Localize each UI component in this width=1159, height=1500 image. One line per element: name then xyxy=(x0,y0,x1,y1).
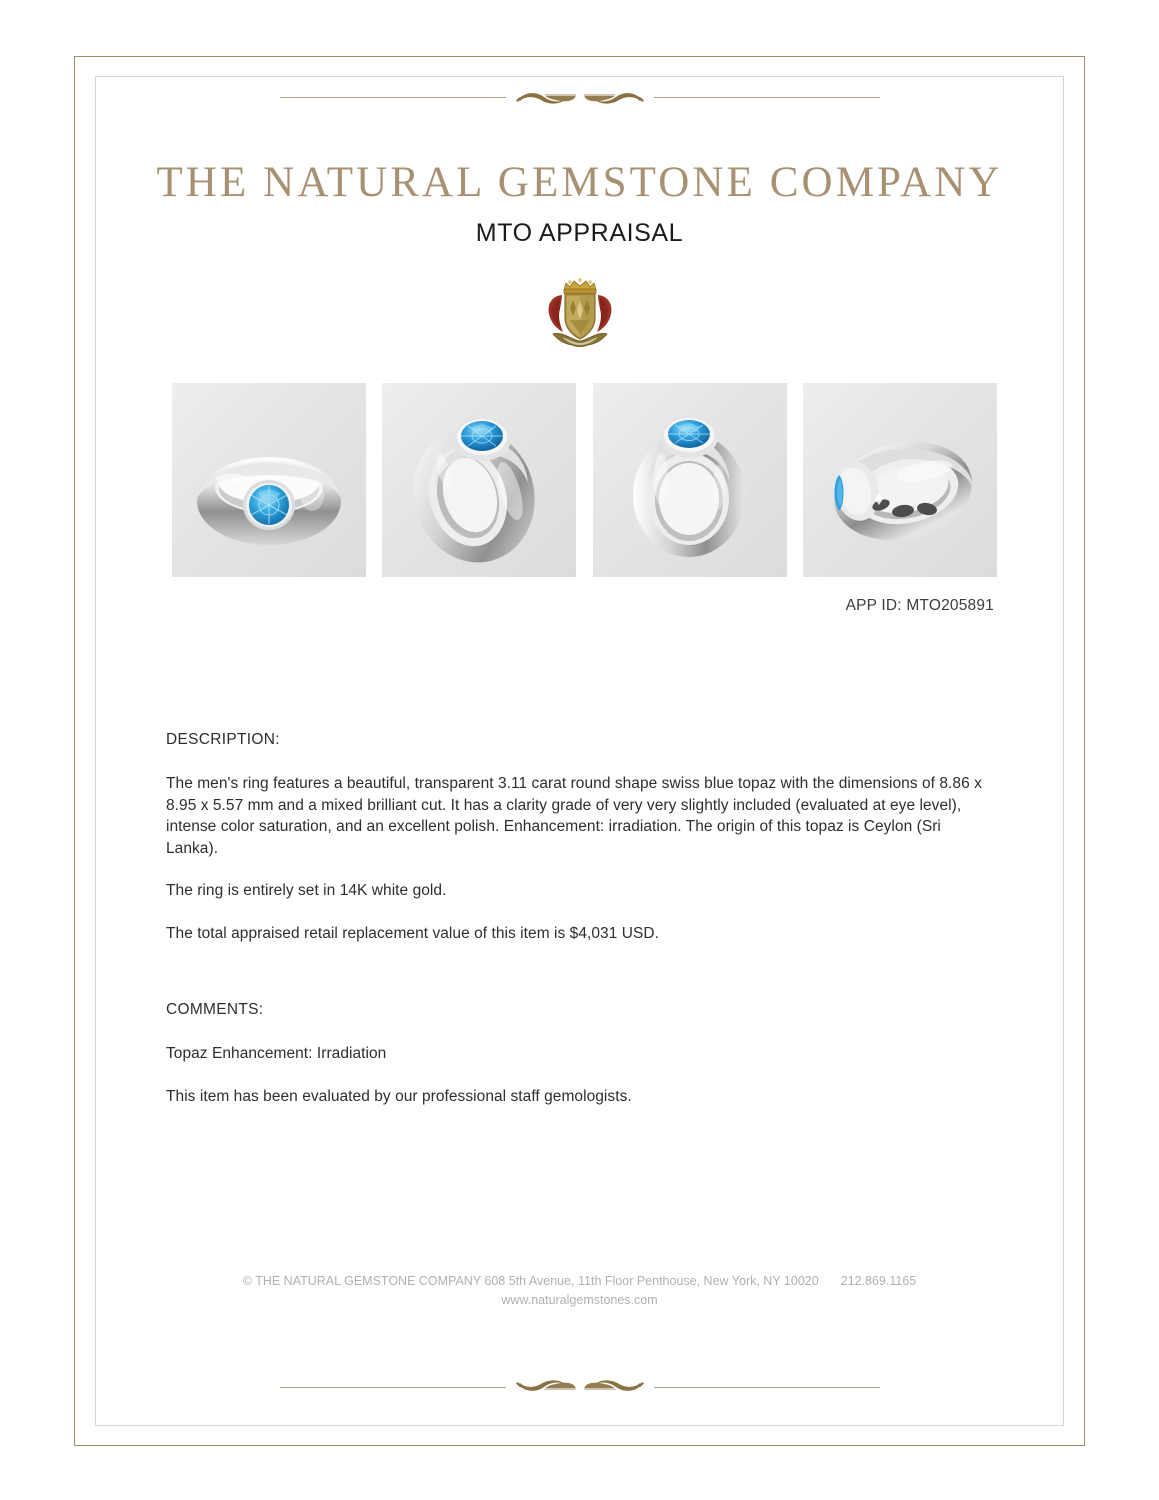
ring-photo-angled-view xyxy=(382,383,576,577)
ornament-rule-right-bottom xyxy=(654,1387,880,1388)
ornament-rule-right xyxy=(654,97,880,98)
appraisal-content xyxy=(166,731,994,1107)
footer-website: www.naturalgemstones.com xyxy=(501,1293,658,1307)
footer-address-line xyxy=(0,1272,1159,1291)
document-subtitle: MTO APPRAISAL xyxy=(475,219,684,247)
ring-photo-top-view xyxy=(172,383,366,577)
description-paragraph-2: The ring is entirely set in 14K white gold. xyxy=(166,882,447,899)
comments-paragraph-2: This item has been evaluated by our professional staff gemologists. xyxy=(166,1087,632,1105)
ornament-top xyxy=(280,84,880,110)
ring-photo-front-view xyxy=(593,383,787,577)
ring-photo-rear-view xyxy=(803,383,997,577)
ornament-bottom xyxy=(280,1374,880,1400)
company-title: THE NATURAL GEMSTONE COMPANY xyxy=(156,159,1003,206)
description-paragraph-3: The total appraised retail replacement value of this item is $4,031 USD. xyxy=(166,924,659,942)
page-footer xyxy=(0,1272,1159,1310)
ornament-rule-left-bottom xyxy=(280,1387,506,1388)
heraldic-crest-icon xyxy=(540,274,620,352)
app-id-label: APP ID: MTO205891 xyxy=(845,597,994,614)
footer-address: © THE NATURAL GEMSTONE COMPANY 608 5th Avenue, 11th Floor Penthouse, New York, NY 10020 xyxy=(242,1274,819,1288)
description-label: DESCRIPTION: xyxy=(166,731,280,748)
ornament-rule-left xyxy=(280,97,506,98)
filigree-ornament-icon xyxy=(514,86,646,108)
comments-label: COMMENTS: xyxy=(166,1001,264,1018)
section-spacer xyxy=(166,965,994,1001)
comments-paragraph-1: Topaz Enhancement: Irradiation xyxy=(166,1045,387,1062)
ring-photo-gallery xyxy=(172,383,997,577)
description-paragraph-1: The men's ring features a beautiful, transparent 3.11 carat round shape swiss blue topaz with the dimensions of 8.86 x 8.95 x 5.57 mm and a mixed brilliant cut. It has a clarity grade of very very slightly included (evaluated at eye level), intense color saturation, and an excellent polish. Enhancement: irradiation. The origin of this topaz is Ceylon (Sri Lanka). xyxy=(166,775,982,857)
footer-phone: 212.869.1165 xyxy=(840,1274,917,1288)
filigree-ornament-icon xyxy=(514,1376,646,1398)
